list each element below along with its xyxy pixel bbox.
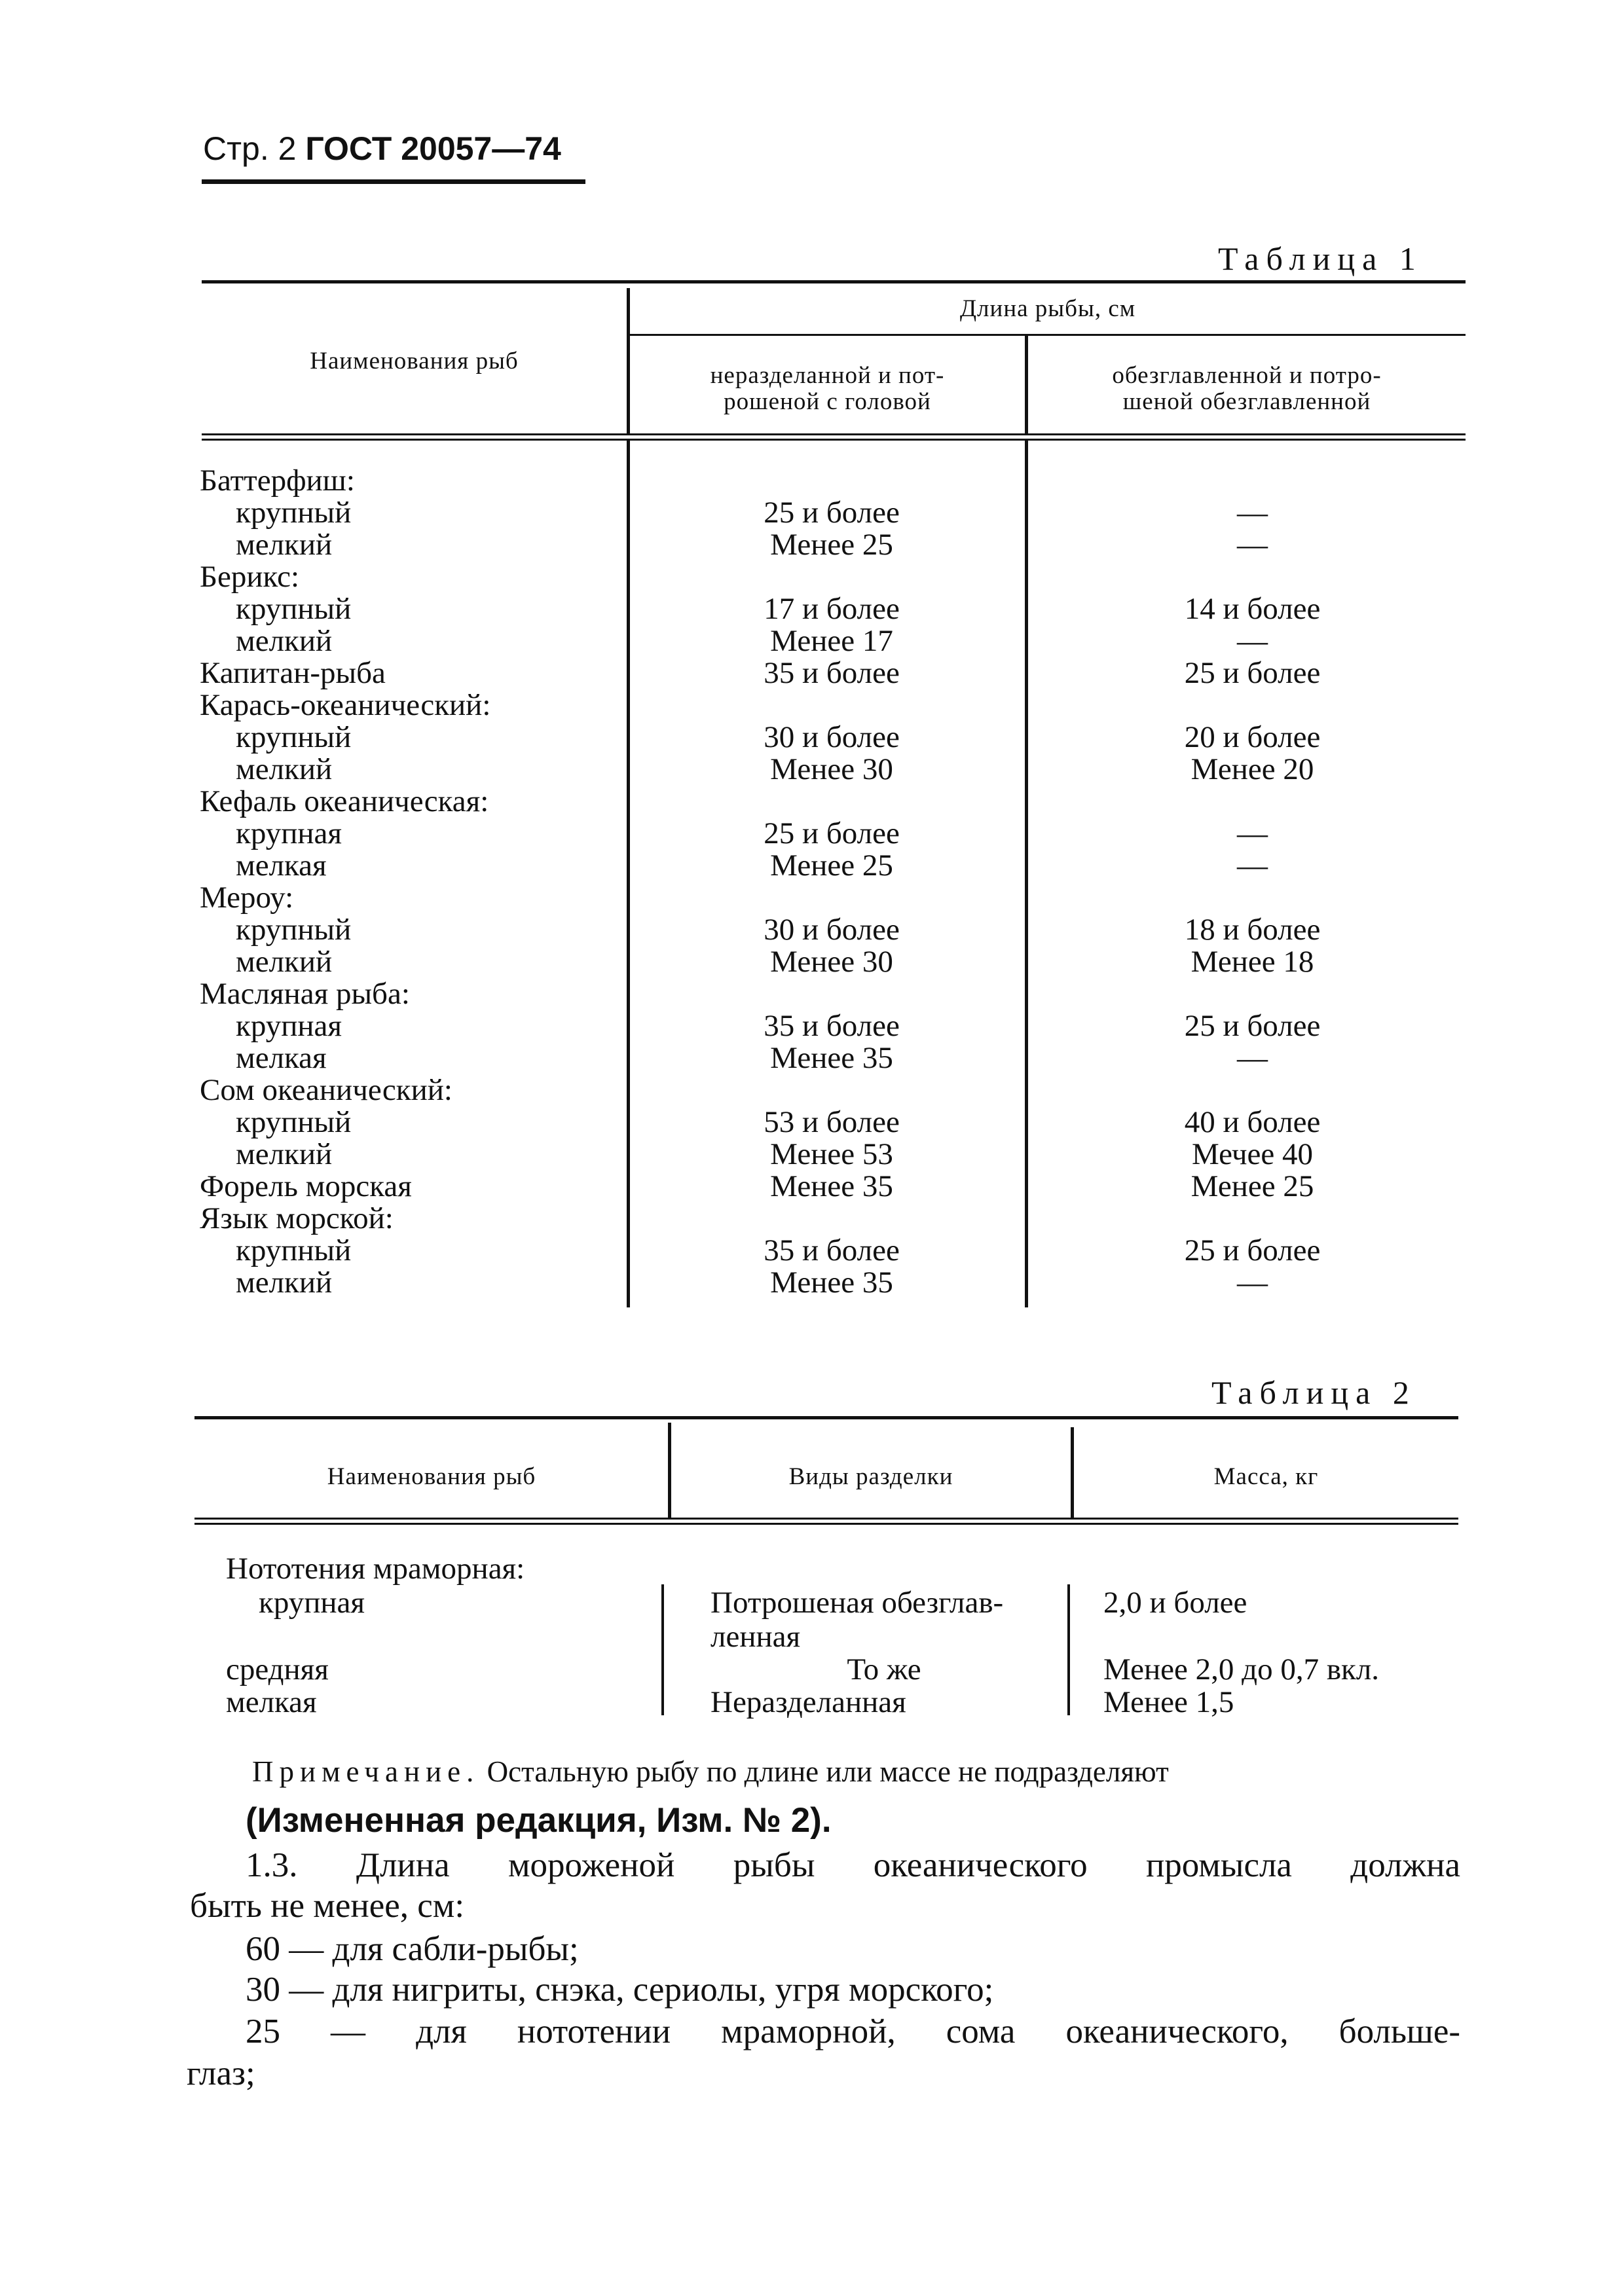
table1-row-name: мелкий: [236, 1137, 333, 1171]
table-note: [252, 1755, 1169, 1789]
table1-row-name: Баттерфиш:: [200, 464, 355, 498]
table2-row-name: Нототения мраморная:: [226, 1552, 525, 1586]
note-text: Остальную рыбу по длине или массе не подразделяют: [487, 1755, 1169, 1788]
table1-cell-whole: Менее 35: [770, 1041, 893, 1075]
table1-cell-headless: —: [1237, 528, 1268, 562]
table1-cell-headless: Менее 25: [1190, 1169, 1314, 1203]
table1-row-name: крупный: [236, 1105, 352, 1139]
table1-row-name: крупный: [236, 913, 352, 947]
table1-row-name: крупный: [236, 1233, 352, 1267]
table2-row-name: крупная: [259, 1586, 365, 1620]
table1-title: Таблица 1: [1218, 240, 1423, 277]
table1-row-name: мелкий: [236, 528, 333, 562]
table2-cell-cut: Неразделанная: [710, 1685, 906, 1719]
table1-row-name: Мероу:: [200, 881, 294, 915]
table1-row-name: мелкий: [236, 752, 333, 786]
table1-row-name: Карась-океанический:: [200, 688, 491, 722]
table1-row-name: Форель морская: [200, 1169, 412, 1203]
table1-cell-headless: —: [1237, 1266, 1268, 1300]
table1-cell-whole: Менее 35: [770, 1169, 893, 1203]
table1-row-name: крупная: [236, 1009, 342, 1043]
list-item-60: 60 — для сабли-рыбы;: [246, 1930, 579, 1968]
table1-row-name: Язык морской:: [200, 1201, 394, 1235]
table1-cell-headless: —: [1237, 496, 1268, 530]
table1-body-divider-2: [1025, 441, 1028, 1307]
table2-cell-cut: ленная: [710, 1620, 801, 1654]
table1-row-name: Масляная рыба:: [200, 977, 410, 1011]
table1-row-name: мелкий: [236, 1266, 333, 1300]
page-header: [203, 130, 561, 168]
table1-cell-whole: 35 и более: [764, 656, 900, 690]
table2-header-name: Наименования рыб: [327, 1463, 536, 1490]
table1-cell-whole: 35 и более: [764, 1009, 900, 1043]
table2-cell-cut: То же: [847, 1652, 921, 1686]
table1-row-name: Кефаль океаническая:: [200, 784, 489, 818]
table1-cell-headless: 20 и более: [1184, 720, 1321, 754]
table1-top-rule: [202, 280, 1466, 283]
table1-header-double-rule-a: [202, 433, 1466, 435]
table1-row-name: мелкая: [236, 1041, 327, 1075]
table1-cell-headless: 25 и более: [1184, 656, 1321, 690]
table2-title: Таблица 2: [1211, 1374, 1416, 1411]
table1-header-name: Наименования рыб: [310, 348, 519, 374]
table1-row-name: мелкая: [236, 848, 327, 883]
table1-cell-whole: Менее 30: [770, 752, 893, 786]
table1-cell-headless: 25 и более: [1184, 1233, 1321, 1267]
table1-header-col1: [630, 363, 1025, 415]
table1-cell-whole: 30 и более: [764, 913, 900, 947]
table1-cell-whole: Менее 30: [770, 945, 893, 979]
table1-cell-whole: Менее 25: [770, 848, 893, 883]
table2-header-double-rule-b: [194, 1523, 1458, 1525]
table1-header-col2-line1: обезглавленной и потро-: [1112, 362, 1382, 389]
table1-header-group: Длина рыбы, см: [959, 295, 1136, 322]
table1-cell-whole: Менее 17: [770, 624, 893, 658]
table1-cell-headless: Менее 20: [1190, 752, 1314, 786]
table1-row-name: Сом океанический:: [200, 1073, 452, 1107]
table2-header-cut: Виды разделки: [788, 1463, 953, 1490]
table1-cell-headless: Мечее 40: [1192, 1137, 1313, 1171]
table2-top-rule: [194, 1416, 1458, 1419]
table2-body-divider-2: [1067, 1584, 1070, 1715]
table2-cell-mass: Менее 2,0 до 0,7 вкл.: [1103, 1652, 1380, 1686]
list-item-25-line2: глаз;: [187, 2054, 255, 2092]
table1-row-name: крупный: [236, 720, 352, 754]
paragraph-1-3-line1: 1.3. Длина мороженой рыбы океанического промысла должна: [246, 1846, 1460, 1884]
header-rule: [202, 179, 585, 184]
table1-cell-headless: 14 и более: [1184, 592, 1321, 626]
table1-cell-whole: 53 и более: [764, 1105, 900, 1139]
table1-cell-whole: 25 и более: [764, 816, 900, 850]
table1-cell-whole: Менее 25: [770, 528, 893, 562]
standard-code: ГОСТ 20057—74: [305, 130, 561, 167]
table1-cell-headless: 25 и более: [1184, 1009, 1321, 1043]
table1-row-name: крупный: [236, 592, 352, 626]
table1-cell-whole: 30 и более: [764, 720, 900, 754]
table1-cell-whole: 25 и более: [764, 496, 900, 530]
table2-cell-mass: 2,0 и более: [1103, 1586, 1247, 1620]
table2-header-double-rule-a: [194, 1518, 1458, 1520]
table1-header-col2-line2: шеной обезглавленной: [1122, 388, 1371, 415]
amendment-note: (Измененная редакция, Изм. № 2).: [246, 1801, 832, 1840]
table1-cell-whole: 17 и более: [764, 592, 900, 626]
table1-cell-headless: 40 и более: [1184, 1105, 1321, 1139]
table1-row-name: крупная: [236, 816, 342, 850]
table2-row-name: средняя: [226, 1652, 329, 1686]
table1-cell-headless: Менее 18: [1190, 945, 1314, 979]
list-item-25-line1: 25 — для нототении мраморной, сома океанического, больше-: [246, 2013, 1460, 2050]
table1-cell-headless: —: [1237, 848, 1268, 883]
table2-body-divider-1: [661, 1584, 664, 1715]
table1-row-name: мелкий: [236, 624, 333, 658]
table1-header-col2: [1028, 363, 1466, 415]
table1-row-name: Берикс:: [200, 560, 300, 594]
table1-row-name: мелкий: [236, 945, 333, 979]
table2-row-name: мелкая: [226, 1685, 317, 1719]
table1-header-double-rule-b: [202, 439, 1466, 441]
table1-cell-whole: 35 и более: [764, 1233, 900, 1267]
table1-cell-headless: —: [1237, 624, 1268, 658]
table1-cell-headless: 18 и более: [1184, 913, 1321, 947]
table1-row-name: крупный: [236, 496, 352, 530]
table1-cell-headless: —: [1237, 816, 1268, 850]
table1-header-col1-line1: неразделанной и пот-: [710, 362, 945, 389]
note-label: Примечание.: [252, 1755, 480, 1788]
table2-cell-cut: Потрошеная обезглав-: [710, 1586, 1004, 1620]
table2-header-mass: Масса, кг: [1213, 1463, 1319, 1490]
table1-cell-whole: Менее 35: [770, 1266, 893, 1300]
table2-cell-mass: Менее 1,5: [1103, 1685, 1234, 1719]
table1-header-col1-line2: рошеной с головой: [724, 388, 931, 415]
table1-group-rule: [630, 334, 1466, 336]
paragraph-1-3-line2: быть не менее, см:: [190, 1887, 465, 1925]
table1-row-name: Капитан-рыба: [200, 656, 386, 690]
page-number: Стр. 2: [203, 130, 297, 167]
table1-cell-whole: Менее 53: [770, 1137, 893, 1171]
list-item-30: 30 — для нигриты, снэка, сериолы, угря морского;: [246, 1971, 994, 2009]
table1-cell-headless: —: [1237, 1041, 1268, 1075]
